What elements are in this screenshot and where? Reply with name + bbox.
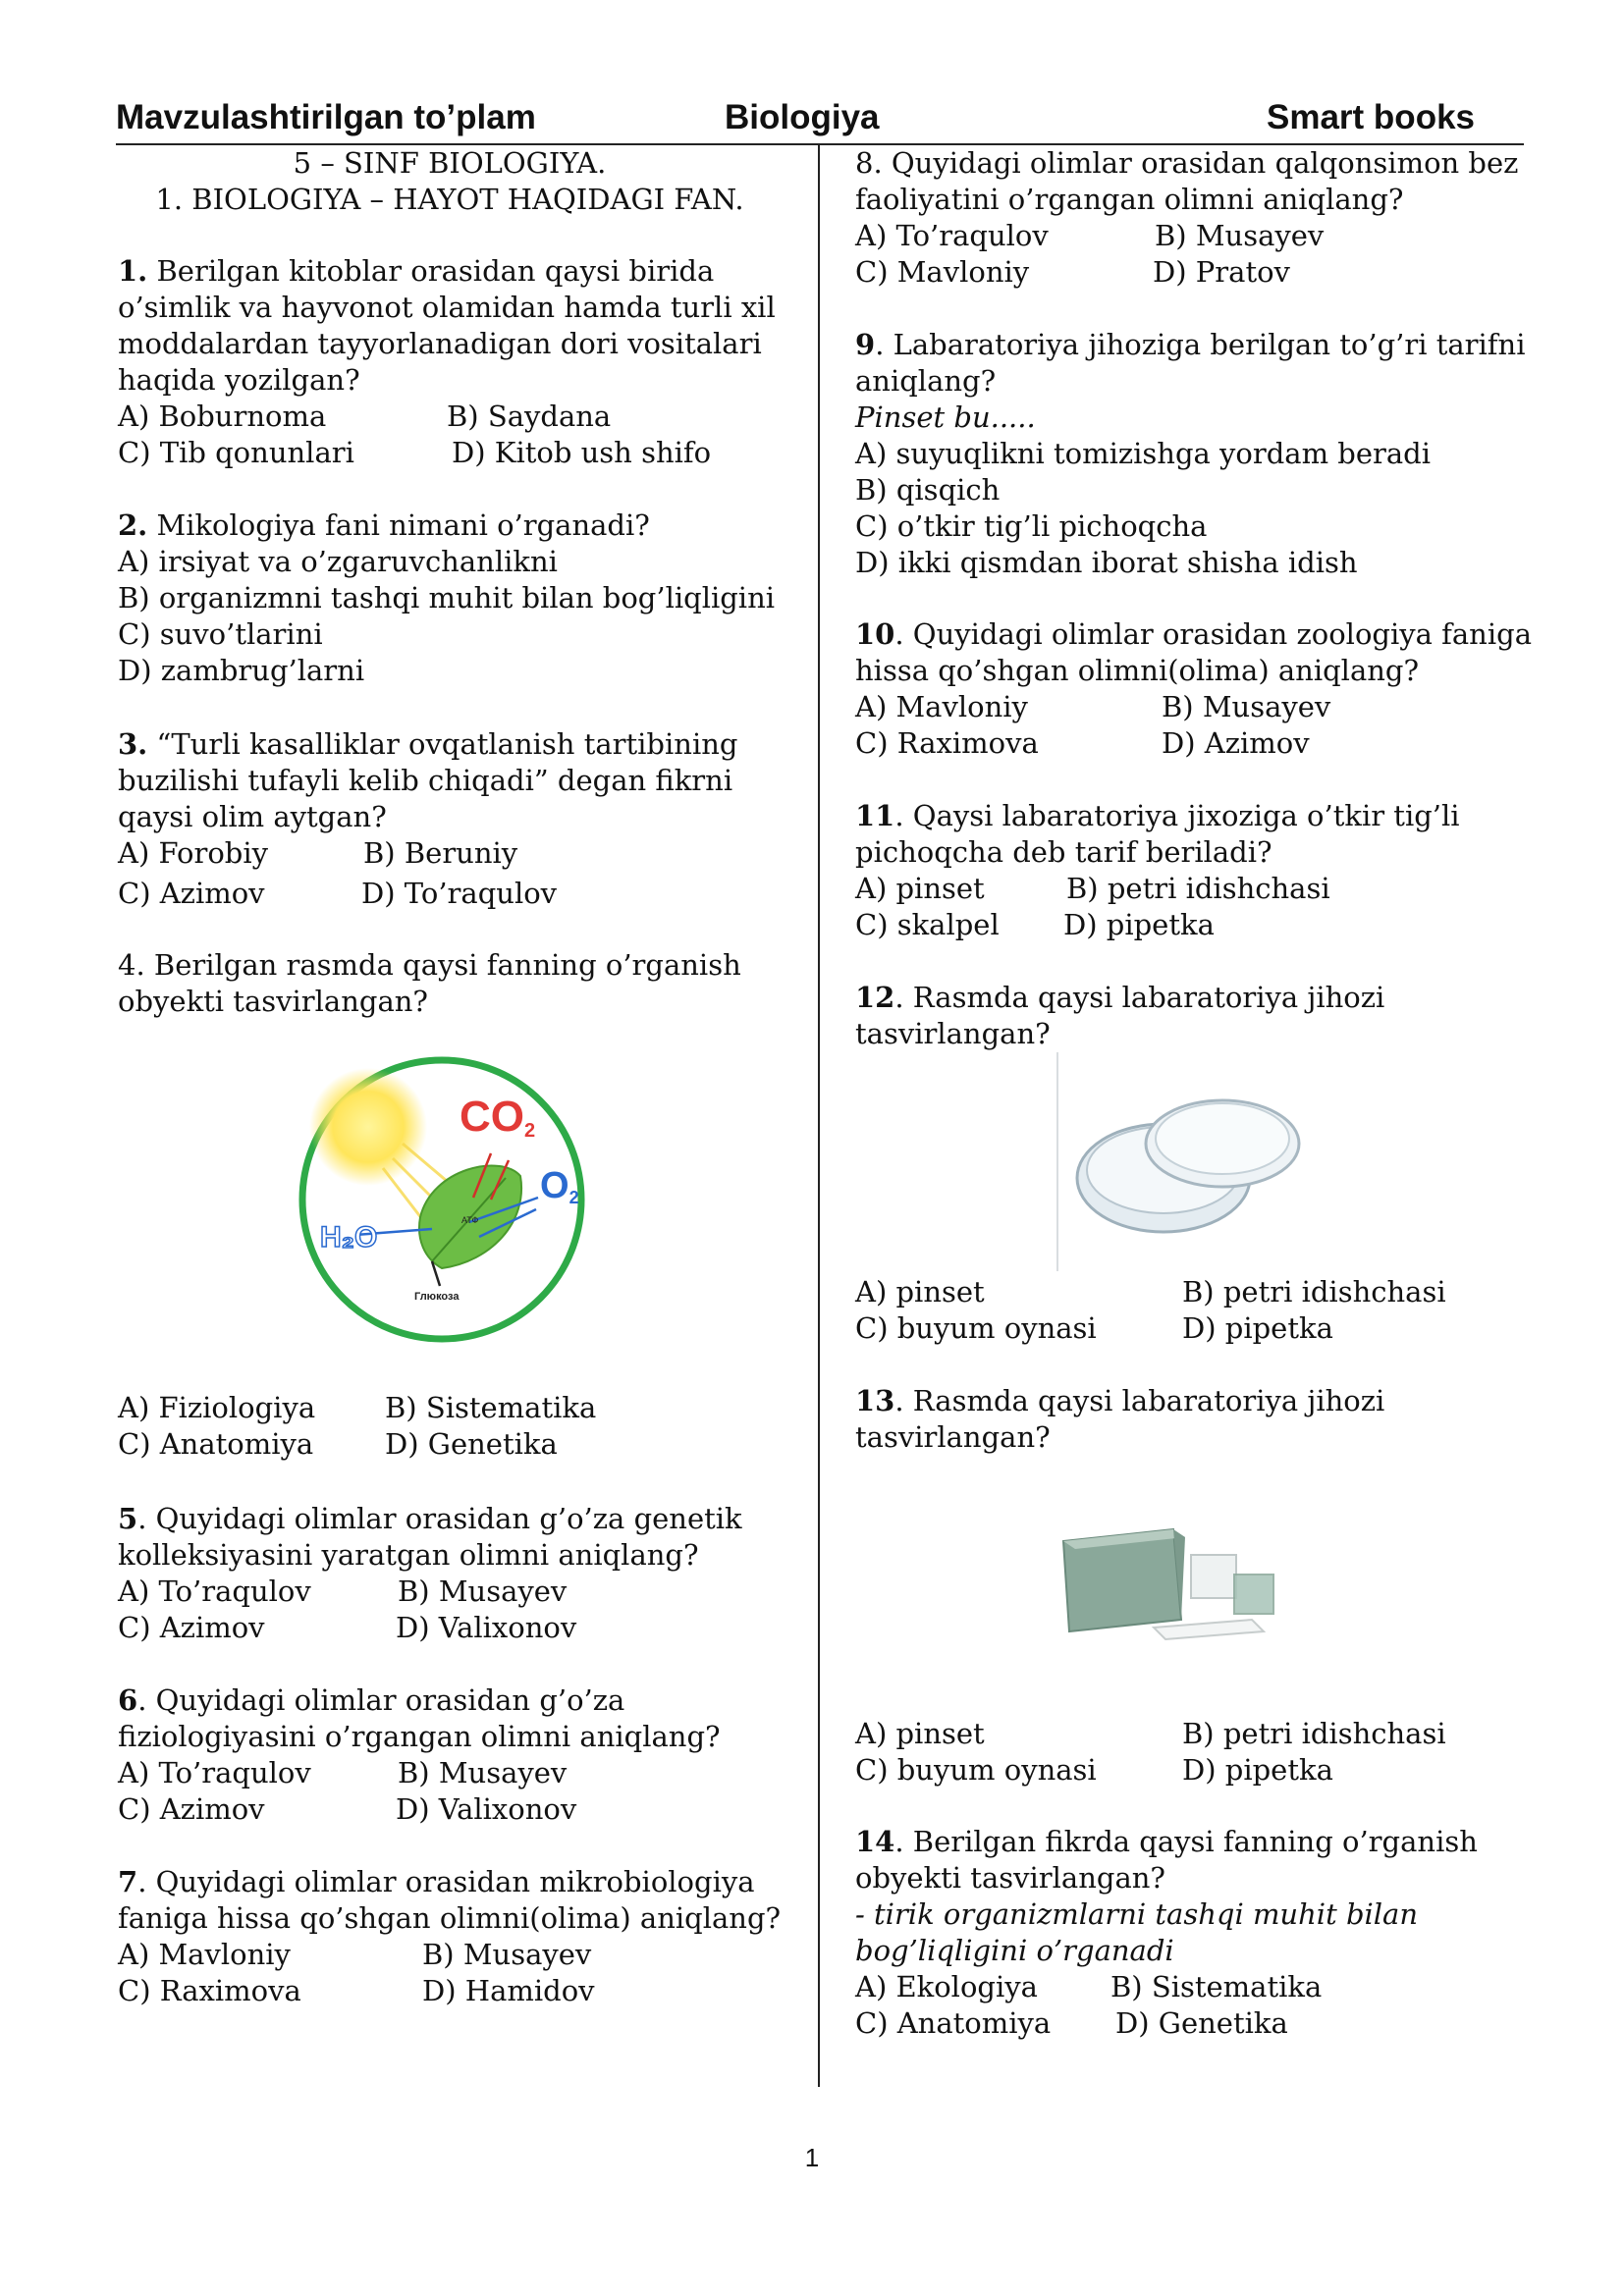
header-left: Mavzulashtirilgan to’plam xyxy=(116,98,536,136)
q1-option-c: C) Tib qonunlari xyxy=(118,436,354,469)
q6-option-b: B) Musayev xyxy=(398,1756,568,1789)
question-8: 8. Quyidagi olimlar orasidan qalqonsimon bez faoliyatini o’rgangan olimni aniqlang? A) To’raqulov B) Musayev C) Mavloniy D) Pratov xyxy=(855,146,1519,289)
q14-option-d: D) Genetika xyxy=(1115,2006,1288,2040)
q8-option-b: B) Musayev xyxy=(1155,219,1325,252)
q3-option-c: C) Azimov xyxy=(118,877,265,910)
q9-option-b: B) qisqich xyxy=(855,473,1001,507)
q13-option-d: D) pipetka xyxy=(1182,1753,1333,1787)
question-9: 9. Labaratoriya jihoziga berilgan to’g’ri tarifni aniqlang? Pinset bu..... A) suyuqlikni tomizishga yordam beradi B) qisqich C) o’tkir tig’li pichoqcha D) ikki qismdan iborat shisha idish xyxy=(855,328,1526,579)
q2-option-a: A) irsiyat va o’zgaruvchanlikni xyxy=(118,545,558,578)
svg-text:O2: O2 xyxy=(540,1165,579,1207)
microscope-slides-image xyxy=(1056,1512,1291,1669)
q14-option-c: C) Anatomiya xyxy=(855,2006,1052,2040)
q13-option-a: A) pinset xyxy=(855,1717,985,1750)
q11-option-b: B) petri idishchasi xyxy=(1066,872,1330,905)
q3-option-d: D) To’raqulov xyxy=(361,877,558,910)
q7-option-a: A) Mavloniy xyxy=(118,1938,291,1971)
q10-option-b: B) Musayev xyxy=(1162,690,1331,723)
question-10: 10. Quyidagi olimlar orasidan zoologiya faniga hissa qo’shgan olimni(olima) aniqlang? A) Mavloniy B) Musayev C) Raximova D) Azimov xyxy=(855,617,1532,760)
question-7: 7. Quyidagi olimlar orasidan mikrobiologiya faniga hissa qo’shgan olimni(olima) aniqlang? A) Mavloniy B) Musayev C) Raximova D) Hamidov xyxy=(118,1865,782,2007)
q3-option-b: B) Beruniy xyxy=(363,836,518,870)
question-4: 4. Berilgan rasmda qaysi fanning o’rganish obyekti tasvirlangan? xyxy=(118,948,741,1018)
q4-option-a: A) Fiziologiya xyxy=(118,1391,316,1424)
q12-option-b: B) petri idishchasi xyxy=(1182,1275,1446,1308)
q6-option-d: D) Valixonov xyxy=(396,1792,577,1826)
q10-option-a: A) Mavloniy xyxy=(855,690,1028,723)
petri-dish-image xyxy=(1056,1050,1311,1271)
q9-option-d: D) ikki qismdan iborat shisha idish xyxy=(855,546,1358,579)
glass-slide xyxy=(1154,1620,1264,1639)
q3-option-a: A) Forobiy xyxy=(118,836,269,870)
q7-option-b: B) Musayev xyxy=(422,1938,592,1971)
svg-text:АТФ: АТФ xyxy=(461,1215,479,1225)
question-6: 6. Quyidagi olimlar orasidan g’o’za fiziologiyasini o’rgangan olimni aniqlang? A) To’raqulov B) Musayev C) Azimov D) Valixonov xyxy=(118,1683,721,1826)
page-number: 1 xyxy=(804,2143,820,2172)
q6-option-a: A) To’raqulov xyxy=(118,1756,311,1789)
question-11: 11. Qaysi labaratoriya jixoziga o’tkir tig’li pichoqcha deb tarif beriladi? A) pinset B) petri idishchasi C) skalpel D) pipetka xyxy=(855,799,1460,941)
q11-option-d: D) pipetka xyxy=(1063,908,1215,941)
q5-option-c: C) Azimov xyxy=(118,1611,265,1644)
q4-option-b: B) Sistematika xyxy=(385,1391,597,1424)
q11-option-c: C) skalpel xyxy=(855,908,1000,941)
q7-option-c: C) Raximova xyxy=(118,1974,301,2007)
header-right: Smart books xyxy=(1267,98,1475,136)
question-1: 1. Berilgan kitoblar orasidan qaysi birida o’simlik va hayvonot olamidan hamda turli xil moddalardan tayyorlanadigan dori vositalari haqida yozilgan? A) Boburnoma B) Saydana C) Tib qonunlari D) Kitob ush shifo xyxy=(118,254,776,469)
question-5: 5. Quyidagi olimlar orasidan g’o’za genetik kolleksiyasini yaratgan olimni aniqlang? A) To’raqulov B) Musayev C) Azimov D) Valixonov xyxy=(118,1502,742,1644)
q5-option-a: A) To’raqulov xyxy=(118,1575,311,1608)
q1-option-a: A) Boburnoma xyxy=(118,400,327,433)
question-3: 3. “Turli kasalliklar ovqatlanish tartibining buzilishi tufayli kelib chiqadi” degan fikrni qaysi olim aytgan? A) Forobiy B) Beruniy C) Azimov D) To’raqulov xyxy=(118,727,738,910)
photosynthesis-image xyxy=(295,1050,589,1345)
svg-text:H₂O: H₂O xyxy=(320,1221,378,1254)
q9-option-c: C) o’tkir tig’li pichoqcha xyxy=(855,509,1208,543)
header-center: Biologiya xyxy=(725,98,880,136)
q10-option-d: D) Azimov xyxy=(1162,726,1310,760)
section-title: 5 – SINF BIOLOGIYA. 1. BIOLOGIYA – HAYOT HAQIDAGI FAN. xyxy=(155,146,744,216)
svg-text:Глюкоза: Глюкоза xyxy=(414,1291,460,1303)
q8-option-a: A) To’raqulov xyxy=(855,219,1049,252)
q14-option-b: B) Sistematika xyxy=(1110,1970,1323,2003)
q12-option-c: C) buyum oynasi xyxy=(855,1311,1097,1345)
coverslip-box-green xyxy=(1234,1575,1273,1614)
question-2: 2. Mikologiya fani nimani o’rganadi? A) irsiyat va o’zgaruvchanlikni B) organizmni tashqi muhit bilan bog’liqligini C) suvo’tlarini D) zambrug’larni xyxy=(118,508,776,687)
column-divider xyxy=(818,145,820,2087)
question-13: 13. Rasmda qaysi labaratoriya jihozi tasvirlangan? xyxy=(855,1384,1385,1454)
q8-option-d: D) Pratov xyxy=(1153,255,1290,289)
q10-option-c: C) Raximova xyxy=(855,726,1039,760)
q9-option-a: A) suyuqlikni tomizishga yordam beradi xyxy=(855,437,1432,470)
question-12: 12. Rasmda qaysi labaratoriya jihozi tasvirlangan? xyxy=(855,981,1385,1050)
q13-option-c: C) buyum oynasi xyxy=(855,1753,1097,1787)
coverslip-box xyxy=(1191,1555,1236,1598)
q14-option-a: A) Ekologiya xyxy=(855,1970,1038,2003)
q7-option-d: D) Hamidov xyxy=(422,1974,595,2007)
q11-option-a: A) pinset xyxy=(855,872,985,905)
q13-option-b: B) petri idishchasi xyxy=(1182,1717,1446,1750)
q5-option-d: D) Valixonov xyxy=(396,1611,577,1644)
q2-option-d: D) zambrug’larni xyxy=(118,654,365,687)
sun-icon xyxy=(309,1068,427,1186)
question-14: 14. Berilgan fikrda qaysi fanning o’rganish obyekti tasvirlangan? - tirik organizmlarni tashqi muhit bilan bog’liqligini o’rganadi A) Ekologiya B) Sistematika C) Anatomiya D) Genetika xyxy=(855,1825,1478,2040)
svg-text:CO2: CO2 xyxy=(460,1093,536,1142)
q4-option-c: C) Anatomiya xyxy=(118,1427,314,1461)
q6-option-c: C) Azimov xyxy=(118,1792,265,1826)
q2-option-b: B) organizmni tashqi muhit bilan bog’liqligini xyxy=(118,581,776,614)
q12-option-a: A) pinset xyxy=(855,1275,985,1308)
q2-option-c: C) suvo’tlarini xyxy=(118,617,323,651)
q8-option-c: C) Mavloniy xyxy=(855,255,1030,289)
q12-option-d: D) pipetka xyxy=(1182,1311,1333,1345)
q1-option-d: D) Kitob ush shifo xyxy=(452,436,712,469)
q5-option-b: B) Musayev xyxy=(398,1575,568,1608)
q4-option-d: D) Genetika xyxy=(385,1427,558,1461)
q1-option-b: B) Saydana xyxy=(447,400,612,433)
